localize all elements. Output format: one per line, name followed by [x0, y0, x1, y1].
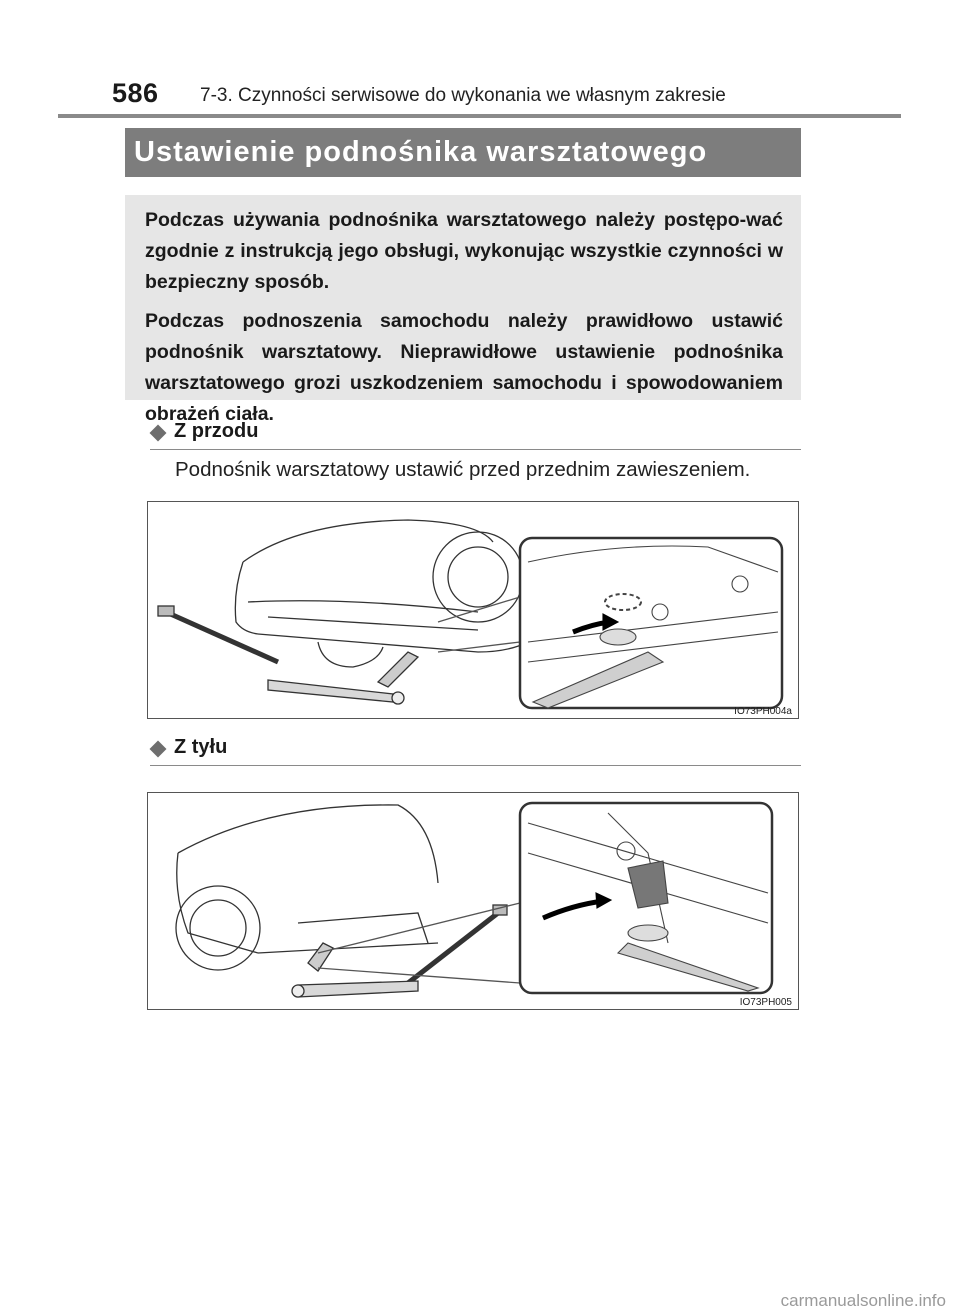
rear-heading-text: Z tyłu — [174, 736, 228, 758]
note-paragraph-1: Podczas używania podnośnika warsztatowego należy postępo-wać zgodnie z instrukcją jego obsługi, wykonując wszystkie czynności w bezpieczny sposób. — [145, 209, 783, 293]
front-illustration-drawing — [148, 502, 800, 720]
car-body-outline — [243, 520, 493, 562]
front-heading — [150, 420, 801, 450]
rear-heading — [150, 736, 801, 766]
front-jack-illustration — [147, 501, 799, 719]
note-box — [125, 195, 801, 425]
car-body-outline — [178, 805, 438, 883]
front-figure-id: IO73PH004a — [734, 706, 792, 717]
rear-jack-illustration — [147, 792, 799, 1010]
jack-body — [268, 680, 393, 702]
chapter-title: 7-3. Czynności serwisowe do wykonania we własnym zakresie — [200, 85, 726, 106]
detail-inset-frame — [520, 538, 782, 708]
diamond-bullet-icon — [150, 741, 167, 758]
section-title: Ustawienie podnośnika warsztatowego — [134, 136, 708, 168]
jack-body — [298, 981, 418, 997]
front-heading-text: Z przodu — [174, 420, 259, 442]
page-header — [0, 0, 960, 120]
rear-illustration-drawing — [148, 793, 800, 1011]
rear-figure-id: IO73PH005 — [739, 997, 792, 1008]
section-title-bar — [125, 128, 801, 177]
front-wheel-icon — [433, 532, 523, 622]
page-number: 586 — [112, 78, 159, 108]
front-instruction: Podnośnik warsztatowy ustawić przed przednim zawieszeniem. — [175, 458, 751, 481]
watermark: carmanualsonline.info — [780, 1291, 946, 1310]
header-rule — [58, 114, 901, 118]
note-paragraph-2: Podczas podnoszenia samochodu należy prawidłowo ustawić podnośnik warsztatowy. Nieprawidłowe ustawienie podnośnika warsztatowego grozi uszkodzeniem samochodu i spowodowaniem obrażeń ciała. — [145, 310, 783, 425]
rear-wheel-icon — [176, 886, 260, 970]
diamond-bullet-icon — [150, 425, 167, 442]
